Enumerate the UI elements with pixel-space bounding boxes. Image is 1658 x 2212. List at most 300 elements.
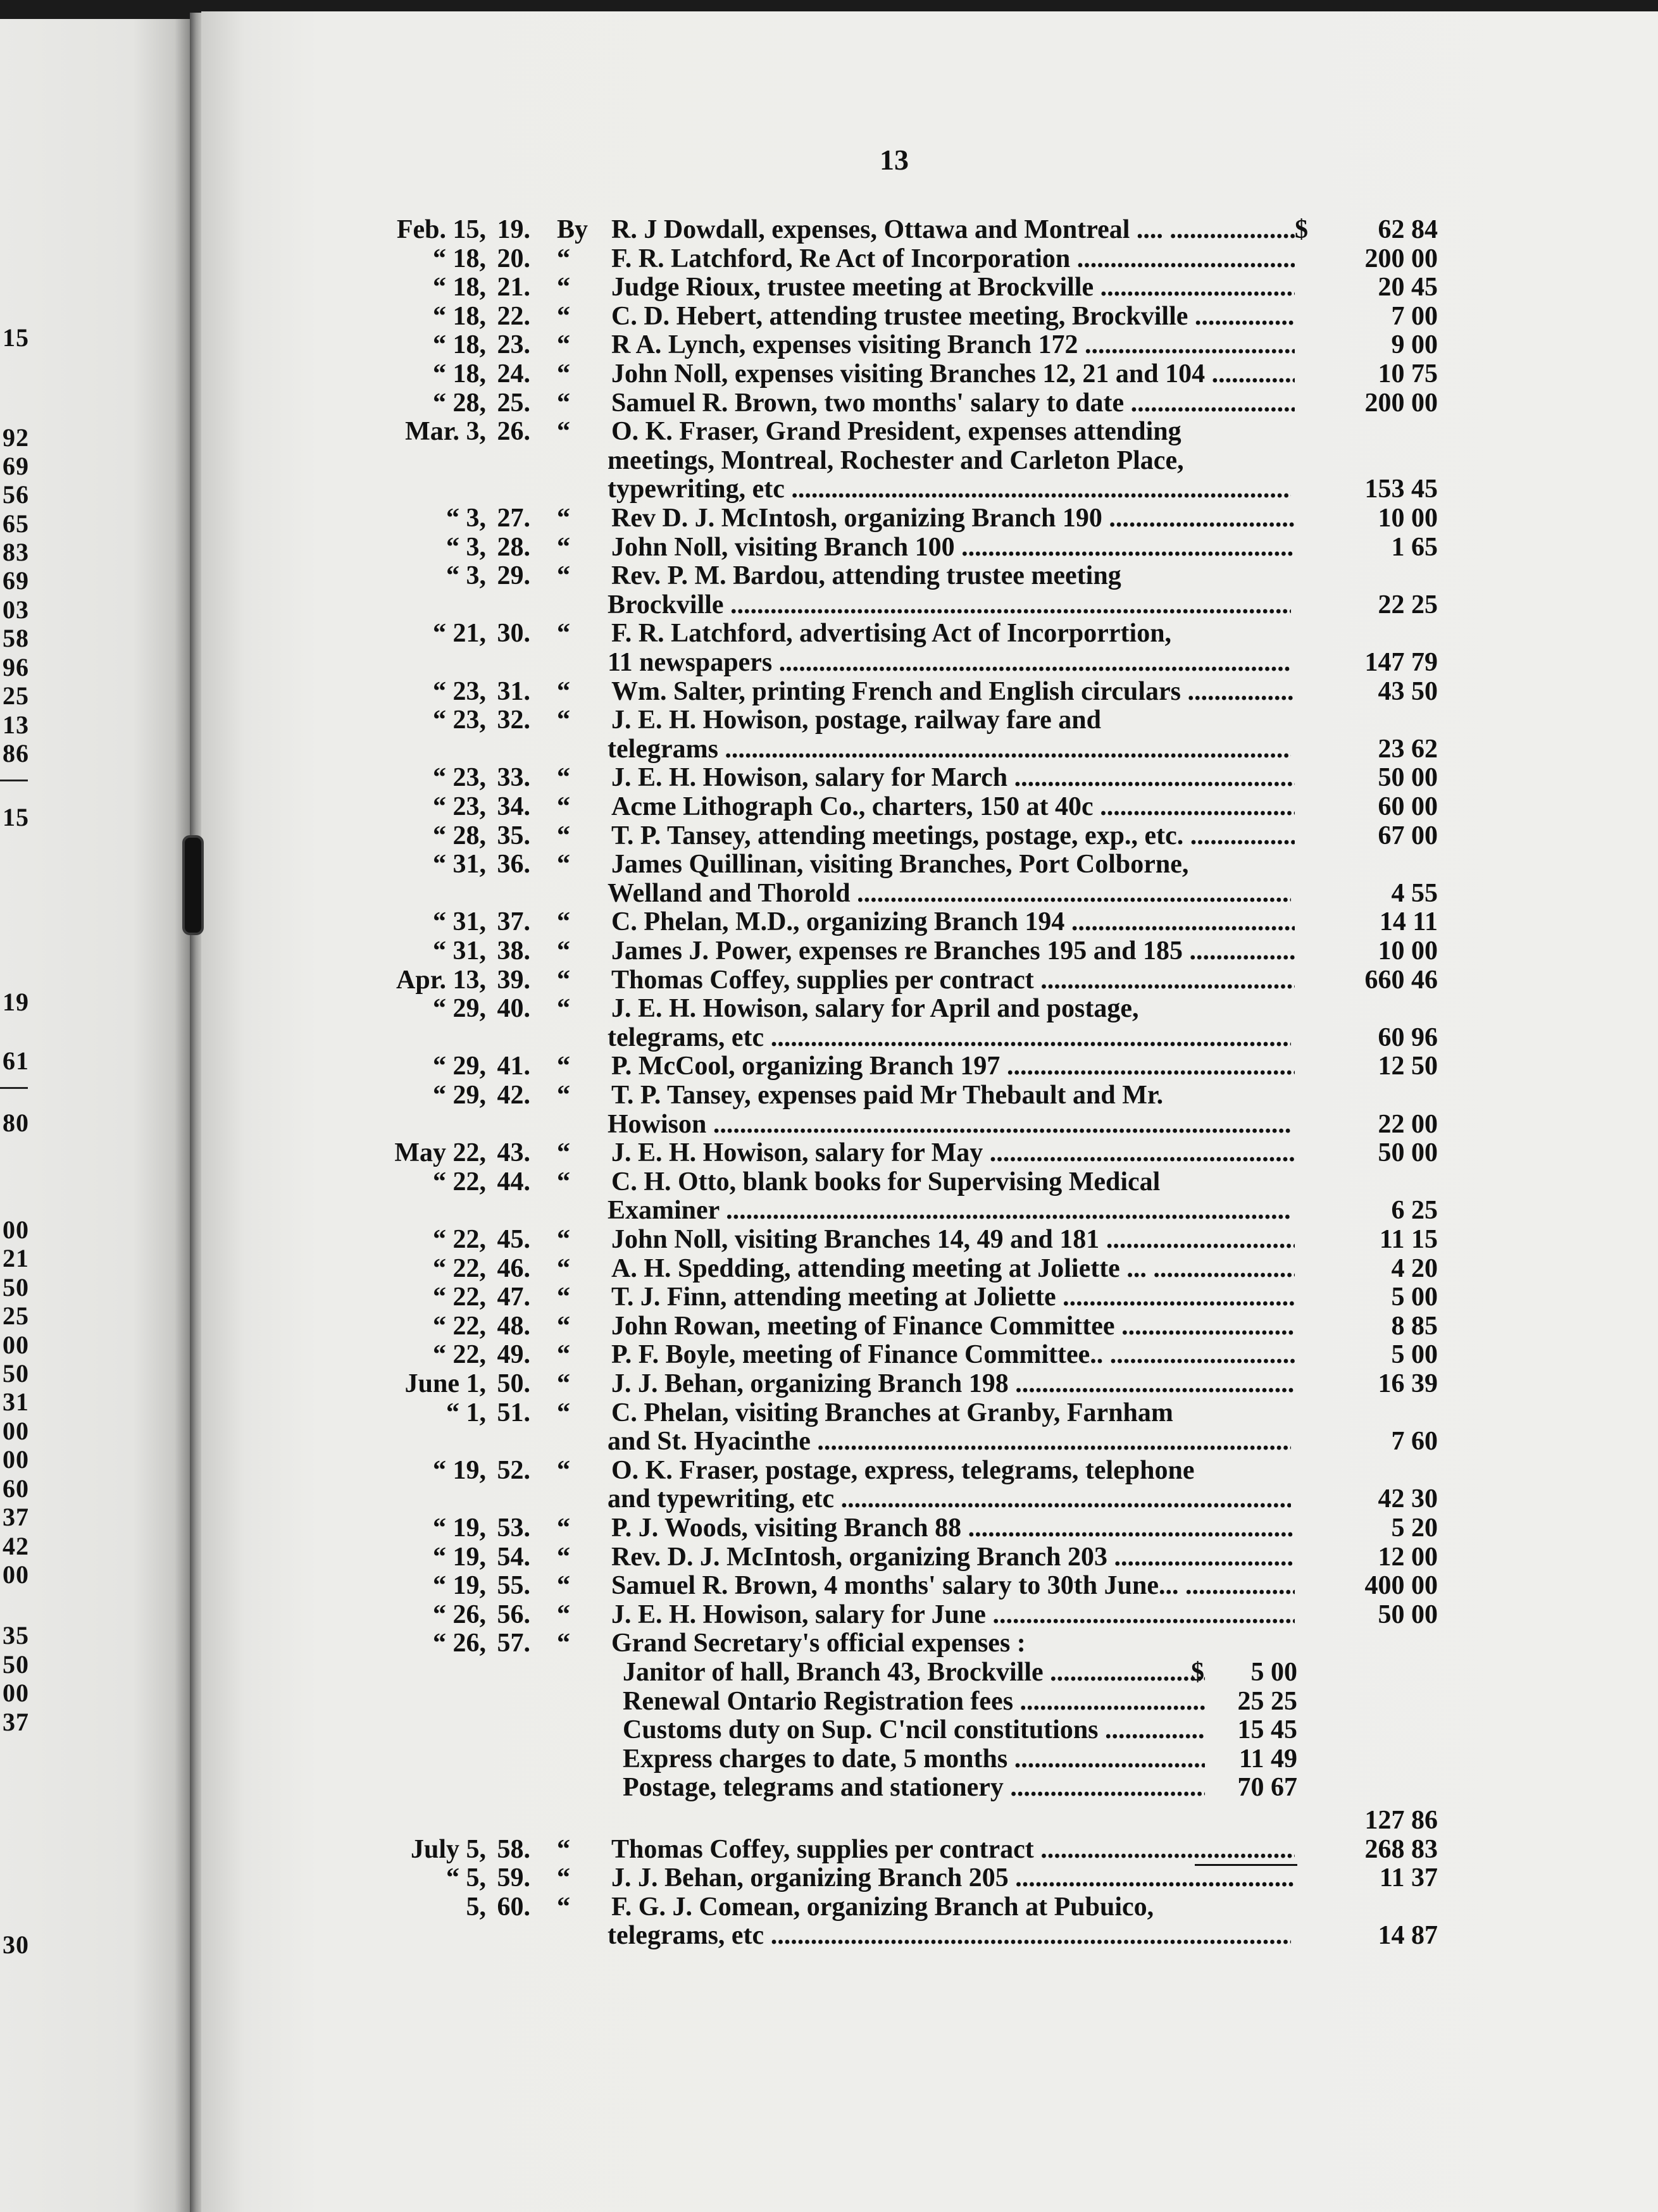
entry-mark: “: [557, 850, 570, 879]
entry-amount: 62 84: [1378, 215, 1438, 244]
entry-mark: “: [557, 1283, 570, 1312]
entry-description: C. H. Otto, blank books for Supervising Medical: [611, 1167, 1161, 1196]
entry-mark: “: [557, 504, 570, 533]
entry-description-continued: Examiner .....: [608, 1195, 1291, 1226]
voucher-number: 44.: [497, 1167, 530, 1196]
ledger-row: [0, 1862, 1658, 1894]
entry-amount: 5 00: [1391, 1283, 1438, 1312]
left-margin-number: 37: [3, 1708, 29, 1736]
entry-mark: “: [557, 1398, 570, 1427]
entry-mark: “: [557, 1138, 570, 1168]
entry-date: “ 29,: [433, 994, 486, 1024]
entry-mark: “: [557, 244, 570, 273]
ledger-row: [0, 1224, 1658, 1255]
sub-item-amount: 11 49: [1238, 1744, 1297, 1774]
entry-mark: “: [557, 1081, 570, 1110]
ledger-row: [0, 1455, 1658, 1486]
entry-amount: 11 37: [1379, 1863, 1438, 1893]
entry-description: Rev D. J. McIntosh, organizing Branch 190 .....: [611, 502, 1295, 534]
ledger-row: [0, 301, 1658, 332]
sub-item-amount: 70 67: [1237, 1773, 1297, 1803]
entry-mark: “: [557, 705, 570, 735]
voucher-number: 26.: [497, 417, 530, 447]
left-margin-number: 65: [3, 509, 29, 538]
ledger-row: [0, 531, 1658, 563]
entry-amount: 67 00: [1378, 821, 1438, 850]
voucher-number: 60.: [497, 1892, 530, 1922]
entry-mark: “: [557, 1513, 570, 1543]
entry-date: “ 29,: [433, 1052, 486, 1081]
entry-mark: “: [557, 1571, 570, 1601]
left-margin-number: 35: [3, 1621, 29, 1650]
entry-description: Thomas Coffey, supplies per contract .....: [611, 1834, 1295, 1865]
entry-description-continued: and typewriting, etc .....: [608, 1483, 1291, 1515]
voucher-number: 43.: [497, 1138, 530, 1168]
entry-description-continued: Brockville .....: [608, 589, 1291, 621]
entry-description: F. G. J. Comean, organizing Branch at Pubuico,: [611, 1892, 1154, 1922]
voucher-number: 40.: [497, 994, 530, 1024]
voucher-number: 42.: [497, 1081, 530, 1110]
entry-amount: 5 20: [1391, 1513, 1438, 1543]
left-margin-number: 00: [3, 1560, 29, 1589]
left-margin-number: 96: [3, 653, 29, 681]
voucher-number: 49.: [497, 1340, 530, 1370]
voucher-number: 33.: [497, 763, 530, 793]
voucher-number: 38.: [497, 936, 530, 966]
left-margin-number: 69: [3, 566, 29, 595]
entry-mark: “: [557, 561, 570, 591]
left-margin-number: 83: [3, 538, 29, 566]
entry-mark: “: [557, 1629, 570, 1658]
ledger-row: [0, 1627, 1658, 1659]
entry-amount: 8 85: [1391, 1311, 1438, 1341]
entry-mark: “: [557, 821, 570, 850]
entry-mark: “: [557, 619, 570, 649]
entry-mark: “: [557, 1542, 570, 1572]
left-margin-number: 25: [3, 1302, 29, 1330]
entry-mark: “: [557, 936, 570, 966]
entry-date: “ 22,: [433, 1311, 486, 1341]
entry-date: “ 18,: [433, 301, 486, 331]
ledger-row: [0, 1599, 1658, 1631]
entry-mark: “: [557, 388, 570, 418]
ledger-row: [0, 589, 1658, 621]
voucher-number: 32.: [497, 705, 530, 735]
entry-mark: “: [557, 1455, 570, 1485]
ledger-row: [0, 935, 1658, 967]
entry-mark: “: [557, 994, 570, 1024]
entry-amount: 11 15: [1379, 1225, 1438, 1254]
entry-amount: 4 55: [1391, 878, 1438, 908]
entry-description: R. J Dowdall, expenses, Ottawa and Montreal .... .....: [611, 214, 1295, 245]
entry-mark: “: [557, 1863, 570, 1893]
entry-mark: “: [557, 965, 570, 995]
entry-amount: 200 00: [1364, 388, 1438, 418]
ledger-row: [0, 1834, 1658, 1865]
voucher-number: 52.: [497, 1455, 530, 1485]
ledger-row: [0, 1426, 1658, 1457]
entry-amount: 10 75: [1378, 359, 1438, 388]
ledger-row: [0, 906, 1658, 938]
left-margin-number: 00: [3, 1417, 29, 1445]
entry-description: Rev. P. M. Bardou, attending trustee meeting: [611, 561, 1121, 591]
voucher-number: 53.: [497, 1513, 530, 1543]
entry-amount: 60 00: [1378, 792, 1438, 821]
ledger-row: [0, 473, 1658, 505]
entry-amount: 12 00: [1378, 1542, 1438, 1572]
entry-date: “ 3,: [446, 504, 486, 533]
entry-date: “ 26,: [433, 1600, 486, 1629]
left-margin-number: 03: [3, 595, 29, 624]
entry-description: C. D. Hebert, attending trustee meeting, Brockville .....: [611, 301, 1295, 332]
entry-amount: 6 25: [1391, 1196, 1438, 1226]
entry-date: Feb. 15,: [396, 215, 486, 244]
voucher-number: 35.: [497, 821, 530, 850]
voucher-number: 39.: [497, 965, 530, 995]
ledger-row: [0, 1253, 1658, 1284]
ledger-row: [0, 1079, 1658, 1111]
entry-amount: 153 45: [1364, 475, 1438, 504]
left-margin-number: 50: [3, 1273, 29, 1302]
ledger-row: [0, 1920, 1658, 1951]
entry-date: “ 18,: [433, 244, 486, 273]
ledger-row: [0, 618, 1658, 649]
voucher-number: 34.: [497, 792, 530, 821]
voucher-number: 21.: [497, 273, 530, 302]
voucher-number: 54.: [497, 1542, 530, 1572]
left-margin-number: 00: [3, 1215, 29, 1244]
ledger-row: [0, 1686, 1658, 1717]
entry-date: “ 28,: [433, 388, 486, 418]
entry-date: “ 23,: [433, 763, 486, 793]
voucher-number: 50.: [497, 1369, 530, 1398]
ledger-row: [0, 1483, 1658, 1515]
ledger-row: [0, 1195, 1658, 1226]
ledger-row: [0, 733, 1658, 765]
entry-amount: 14 87: [1378, 1921, 1438, 1951]
left-margin-number: 42: [3, 1532, 29, 1560]
entry-description: Samuel R. Brown, 4 months' salary to 30th June... .....: [611, 1570, 1295, 1601]
entry-description-continued: and St. Hyacinthe .....: [608, 1426, 1291, 1457]
ledger-row: [0, 762, 1658, 793]
sub-item-amount: 5 00: [1250, 1658, 1297, 1687]
entry-date: “ 23,: [433, 676, 486, 706]
voucher-number: 22.: [497, 301, 530, 331]
entry-amount: 7 60: [1391, 1427, 1438, 1457]
entry-description: Rev. D. J. McIntosh, organizing Branch 203 .....: [611, 1541, 1295, 1573]
entry-description: A. H. Spedding, attending meeting at Joliette ... .....: [611, 1253, 1295, 1284]
entry-date: “ 31,: [433, 907, 486, 937]
entry-date: “ 3,: [446, 532, 486, 562]
ledger-row: [0, 964, 1658, 996]
ledger-row: [0, 416, 1658, 447]
voucher-number: 31.: [497, 676, 530, 706]
ledger-row: [0, 1339, 1658, 1370]
entry-amount: 22 00: [1378, 1109, 1438, 1139]
entry-description-continued: telegrams .....: [608, 733, 1291, 765]
sub-item-description: Renewal Ontario Registration fees .....: [623, 1686, 1205, 1717]
entry-amount: 200 00: [1364, 244, 1438, 273]
voucher-number: 56.: [497, 1600, 530, 1629]
entry-date: “ 21,: [433, 619, 486, 649]
voucher-number: 24.: [497, 359, 530, 388]
entry-description: John Rowan, meeting of Finance Committee .....: [611, 1310, 1295, 1342]
entry-mark: By: [557, 215, 589, 244]
entry-mark: “: [557, 676, 570, 706]
voucher-number: 30.: [497, 619, 530, 649]
sub-item-description: Customs duty on Sup. C'ncil constitutions .....: [623, 1714, 1205, 1746]
entry-date: “ 22,: [433, 1167, 486, 1196]
voucher-number: 48.: [497, 1311, 530, 1341]
entry-amount: 9 00: [1391, 330, 1438, 360]
ledger-row: [0, 1512, 1658, 1544]
left-margin-number: 13: [3, 711, 29, 739]
entry-description: J. J. Behan, organizing Branch 198 .....: [611, 1368, 1295, 1400]
entry-amount: 42 30: [1378, 1484, 1438, 1514]
entry-description-continued: 11 newspapers .....: [608, 647, 1291, 678]
ledger-row: [0, 1541, 1658, 1573]
left-margin-number: 50: [3, 1650, 29, 1679]
voucher-number: 23.: [497, 330, 530, 360]
entry-date: “ 19,: [433, 1513, 486, 1543]
left-margin-number: 50: [3, 1359, 29, 1388]
left-margin-number: 19: [3, 988, 29, 1016]
voucher-number: 37.: [497, 907, 530, 937]
entry-mark: “: [557, 1167, 570, 1196]
entry-description: T. P. Tansey, expenses paid Mr Thebault and Mr.: [611, 1081, 1164, 1110]
entry-date: “ 26,: [433, 1629, 486, 1658]
ledger-row: [0, 791, 1658, 823]
entry-description-continued: telegrams, etc .....: [608, 1920, 1291, 1951]
ledger-row: [0, 243, 1658, 275]
entry-amount: 20 45: [1378, 273, 1438, 302]
ledger-row: [0, 271, 1658, 303]
entry-amount: 147 79: [1364, 648, 1438, 677]
entry-description: John Noll, expenses visiting Branches 12, 21 and 104 .....: [611, 358, 1295, 390]
entry-description: Grand Secretary's official expenses :: [611, 1629, 1026, 1658]
entry-date: “ 22,: [433, 1283, 486, 1312]
entry-date: Mar. 3,: [405, 417, 486, 447]
sub-item-amount: 15 45: [1237, 1715, 1297, 1745]
ledger-row: [0, 387, 1658, 419]
entry-description-continued: typewriting, etc .....: [608, 473, 1291, 505]
ledger-row: [0, 704, 1658, 736]
left-margin-number: 80: [3, 1109, 29, 1137]
entry-description: J. E. H. Howison, salary for April and postage,: [611, 994, 1139, 1024]
voucher-number: 20.: [497, 244, 530, 273]
entry-date: “ 19,: [433, 1571, 486, 1601]
entry-date: “ 18,: [433, 359, 486, 388]
voucher-number: 41.: [497, 1052, 530, 1081]
entry-description: James J. Power, expenses re Branches 195 and 185 .....: [611, 935, 1295, 967]
entry-description: James Quillinan, visiting Branches, Port Colborne,: [611, 850, 1189, 879]
entry-amount: 1 65: [1391, 532, 1438, 562]
entry-mark: “: [557, 301, 570, 331]
voucher-number: 55.: [497, 1571, 530, 1601]
voucher-number: 27.: [497, 504, 530, 533]
entry-amount: 268 83: [1364, 1834, 1438, 1864]
entry-description: R A. Lynch, expenses visiting Branch 172 .....: [611, 329, 1295, 361]
entry-date: “ 31,: [433, 850, 486, 879]
left-margin-number: 00: [3, 1331, 29, 1359]
entry-description: J. E. H. Howison, salary for June .....: [611, 1599, 1295, 1631]
entry-date: “ 19,: [433, 1542, 486, 1572]
voucher-number: 25.: [497, 388, 530, 418]
entry-description: Samuel R. Brown, two months' salary to date .....: [611, 387, 1295, 419]
left-margin-number: 25: [3, 681, 29, 710]
entry-mark: “: [557, 1600, 570, 1629]
entry-description: P. J. Woods, visiting Branch 88 .....: [611, 1512, 1295, 1544]
voucher-number: 36.: [497, 850, 530, 879]
ledger-row: [0, 1714, 1658, 1746]
left-margin-number: 30: [3, 1930, 29, 1959]
entry-date: “ 23,: [433, 792, 486, 821]
entry-description: Judge Rioux, trustee meeting at Brockville .....: [611, 271, 1295, 303]
ledger-row: [0, 1570, 1658, 1601]
entry-date: July 5,: [410, 1834, 486, 1864]
entry-amount: 5 00: [1391, 1340, 1438, 1370]
entry-amount: 60 96: [1378, 1022, 1438, 1052]
ledger-row: [0, 1891, 1658, 1923]
entry-description: C. Phelan, visiting Branches at Granby, Farnham: [611, 1398, 1173, 1427]
entry-amount: 43 50: [1378, 676, 1438, 706]
ledger-row: [0, 993, 1658, 1024]
subtotal-amount: 127 86: [1364, 1806, 1438, 1835]
entry-date: “ 23,: [433, 705, 486, 735]
left-margin-number: 15: [3, 803, 29, 831]
entry-mark: “: [557, 1340, 570, 1370]
entry-amount: 660 46: [1364, 965, 1438, 995]
sub-item-amount: 25 25: [1237, 1686, 1297, 1716]
entry-mark: “: [557, 1311, 570, 1341]
entry-mark: “: [557, 359, 570, 388]
entry-description: John Noll, visiting Branch 100 .....: [611, 531, 1295, 563]
entry-mark: “: [557, 1052, 570, 1081]
entry-amount: 10 00: [1378, 936, 1438, 966]
ledger-row: [0, 214, 1658, 245]
left-margin-number: 92: [3, 423, 29, 452]
left-margin-number: 00: [3, 1445, 29, 1474]
sub-item-description: Postage, telegrams and stationery .....: [623, 1772, 1205, 1803]
subtotal-rule: [1195, 1864, 1297, 1866]
entry-date: “ 22,: [433, 1225, 486, 1254]
entry-description: J. E. H. Howison, salary for March .....: [611, 762, 1295, 793]
voucher-number: 28.: [497, 532, 530, 562]
ledger-row: [0, 1805, 1658, 1836]
ledger-row: [0, 1050, 1658, 1082]
entry-amount: 4 20: [1391, 1253, 1438, 1283]
entry-amount: 7 00: [1391, 301, 1438, 331]
entry-mark: “: [557, 532, 570, 562]
entry-mark: “: [557, 273, 570, 302]
entry-amount: 50 00: [1378, 763, 1438, 793]
dollar-sign: $: [1295, 215, 1308, 244]
entry-description-continued: Welland and Thorold .....: [608, 878, 1291, 909]
entry-amount: 12 50: [1378, 1052, 1438, 1081]
entry-description: Thomas Coffey, supplies per contract .....: [611, 964, 1295, 996]
ledger-row: [0, 358, 1658, 390]
ledger-row: [0, 820, 1658, 852]
entry-description: T. J. Finn, attending meeting at Joliette .....: [611, 1281, 1295, 1313]
entry-mark: “: [557, 763, 570, 793]
dollar-sign: $: [1191, 1658, 1204, 1687]
entry-date: “ 28,: [433, 821, 486, 850]
entry-mark: “: [557, 330, 570, 360]
voucher-number: 58.: [497, 1834, 530, 1864]
ledger-row: [0, 329, 1658, 361]
left-margin-number: 61: [3, 1047, 29, 1075]
entry-date: “ 31,: [433, 936, 486, 966]
entry-amount: 14 11: [1379, 907, 1438, 937]
ledger-row: [0, 560, 1658, 592]
entry-amount: 400 00: [1364, 1571, 1438, 1601]
entry-description: Acme Lithograph Co., charters, 150 at 40c .....: [611, 791, 1295, 823]
entry-date: “ 19,: [433, 1455, 486, 1485]
ledger-row: [0, 1137, 1658, 1169]
voucher-number: 57.: [497, 1629, 530, 1658]
ledger-row: [0, 1656, 1658, 1688]
voucher-number: 47.: [497, 1283, 530, 1312]
entry-amount: 16 39: [1378, 1369, 1438, 1398]
entry-amount: 23 62: [1378, 734, 1438, 764]
entry-description: J. E. H. Howison, salary for May .....: [611, 1137, 1295, 1169]
entry-mark: “: [557, 1892, 570, 1922]
voucher-number: 59.: [497, 1863, 530, 1893]
left-margin-number: 60: [3, 1474, 29, 1503]
entry-description: Wm. Salter, printing French and English circulars .....: [611, 676, 1295, 707]
entry-date: “ 18,: [433, 273, 486, 302]
ledger-row: [0, 1281, 1658, 1313]
left-margin-number: 15: [3, 323, 29, 352]
entry-description-continued: telegrams, etc .....: [608, 1022, 1291, 1053]
page-number: 13: [880, 144, 909, 176]
entry-amount: 50 00: [1378, 1600, 1438, 1629]
entry-date: 5,: [466, 1892, 486, 1922]
voucher-number: 46.: [497, 1253, 530, 1283]
ledger-row: [0, 1109, 1658, 1140]
voucher-number: 51.: [497, 1398, 530, 1427]
ledger-row: [0, 878, 1658, 909]
ledger-row: [0, 1022, 1658, 1053]
entry-description: J. J. Behan, organizing Branch 205 .....: [611, 1862, 1295, 1894]
left-margin-number: 56: [3, 480, 29, 509]
left-margin-number: 31: [3, 1388, 29, 1416]
entry-mark: “: [557, 1225, 570, 1254]
left-margin-number: 69: [3, 452, 29, 480]
voucher-number: 45.: [497, 1225, 530, 1254]
entry-description: C. Phelan, M.D., organizing Branch 194 .....: [611, 906, 1295, 938]
entry-description-continued: Howison .....: [608, 1109, 1291, 1140]
entry-date: Apr. 13,: [396, 965, 486, 995]
left-margin-number: 86: [3, 739, 29, 767]
entry-description: John Noll, visiting Branches 14, 49 and 181 .....: [611, 1224, 1295, 1255]
entry-mark: “: [557, 907, 570, 937]
sub-item-description: Express charges to date, 5 months .....: [623, 1743, 1205, 1775]
ledger-row: [0, 502, 1658, 534]
entry-date: May 22,: [394, 1138, 486, 1168]
entry-mark: “: [557, 1834, 570, 1864]
ledger-row: [0, 647, 1658, 678]
sub-item-description: Janitor of hall, Branch 43, Brockville .....: [623, 1656, 1205, 1688]
entry-mark: “: [557, 1369, 570, 1398]
ledger-row: [0, 1166, 1658, 1198]
entry-date: “ 22,: [433, 1253, 486, 1283]
entry-mark: “: [557, 1253, 570, 1283]
entry-date: “ 3,: [446, 561, 486, 591]
entry-date: “ 18,: [433, 330, 486, 360]
entry-mark: “: [557, 792, 570, 821]
ledger-row: [0, 1743, 1658, 1775]
